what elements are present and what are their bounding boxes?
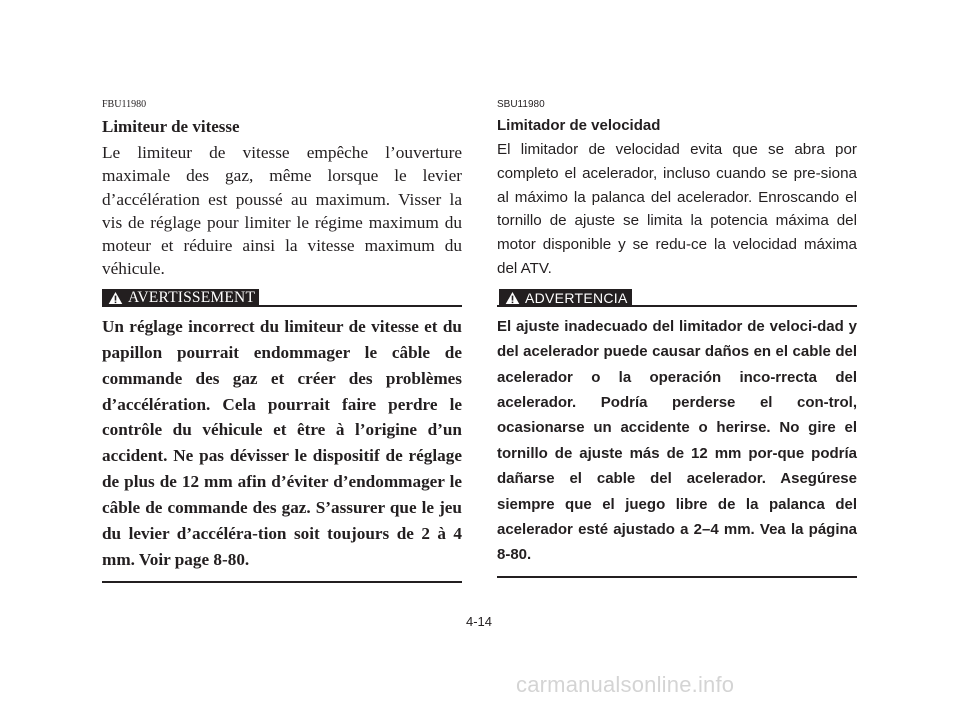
section-title: Limiteur de vitesse <box>102 117 240 136</box>
warning-text: Un réglage incorrect du limiteur de vitesse et du papillon pourrait endommager le câble de commande des gaz et créer des problèmes d’accélération. Cela pourrait faire perdre le contrôle du véhicule et être à l’origine d’un accident. Ne pas dévisser le dispositif de réglage de plus de 12 mm afin d’éviter d’endommager le câble de commande des gaz. S’assurer que le jeu du levier d’accéléra-tion soit toujours de 2 à 4 mm. Voir page 8-80. <box>102 316 462 569</box>
french-column <box>102 99 462 583</box>
warning-triangle-icon <box>108 291 123 305</box>
section-body: El limitador de velocidad evita que se abra por completo el acelerador, incluso cuando se pre-siona al máximo la palanca del acelerador. Enroscando el tornillo de ajuste se limita la potencia máxima del motor disponible y se redu-ce la velocidad máxima del ATV. <box>497 141 857 277</box>
section-code: SBU11980 <box>497 99 545 110</box>
spanish-column <box>497 99 857 578</box>
warning-end-rule <box>102 581 462 583</box>
warning-text: El ajuste inadecuado del limitador de veloci-dad y del acelerador puede causar daños en el cable del acelerador o la operación inco-rrecta del acelerador. Podría perderse el con-trol, ocasionarse un accidente o herirse. No gire el tornillo de ajuste más de 12 mm por-que podría dañarse el cable del acelerador. Asegúrese siempre que el juego libre de la palanca del acelerador esté ajustado a 2–4 mm. Vea la página 8-80. <box>497 317 857 564</box>
section-body: Le limiteur de vitesse empêche l’ouverture maximale des gaz, même lorsque le levier d’accélération est poussé au maximum. Visser la vis de réglage pour limiter le régime maximum du moteur et réduire ainsi la vitesse maximum du véhicule. <box>102 143 462 279</box>
warning-badge <box>102 289 259 307</box>
section-title: Limitador de velocidad <box>497 117 661 134</box>
watermark-text: carmanualsonline.info <box>516 672 735 697</box>
warning-triangle-icon <box>505 291 520 305</box>
warning-header <box>497 287 857 307</box>
warning-label: ADVERTENCIA <box>525 289 628 306</box>
warning-end-rule <box>497 576 857 578</box>
warning-badge <box>499 289 632 307</box>
section-code: FBU11980 <box>102 99 147 110</box>
page-number: 4-14 <box>466 614 493 629</box>
warning-header <box>102 287 462 307</box>
warning-label: AVERTISSEMENT <box>128 288 256 306</box>
